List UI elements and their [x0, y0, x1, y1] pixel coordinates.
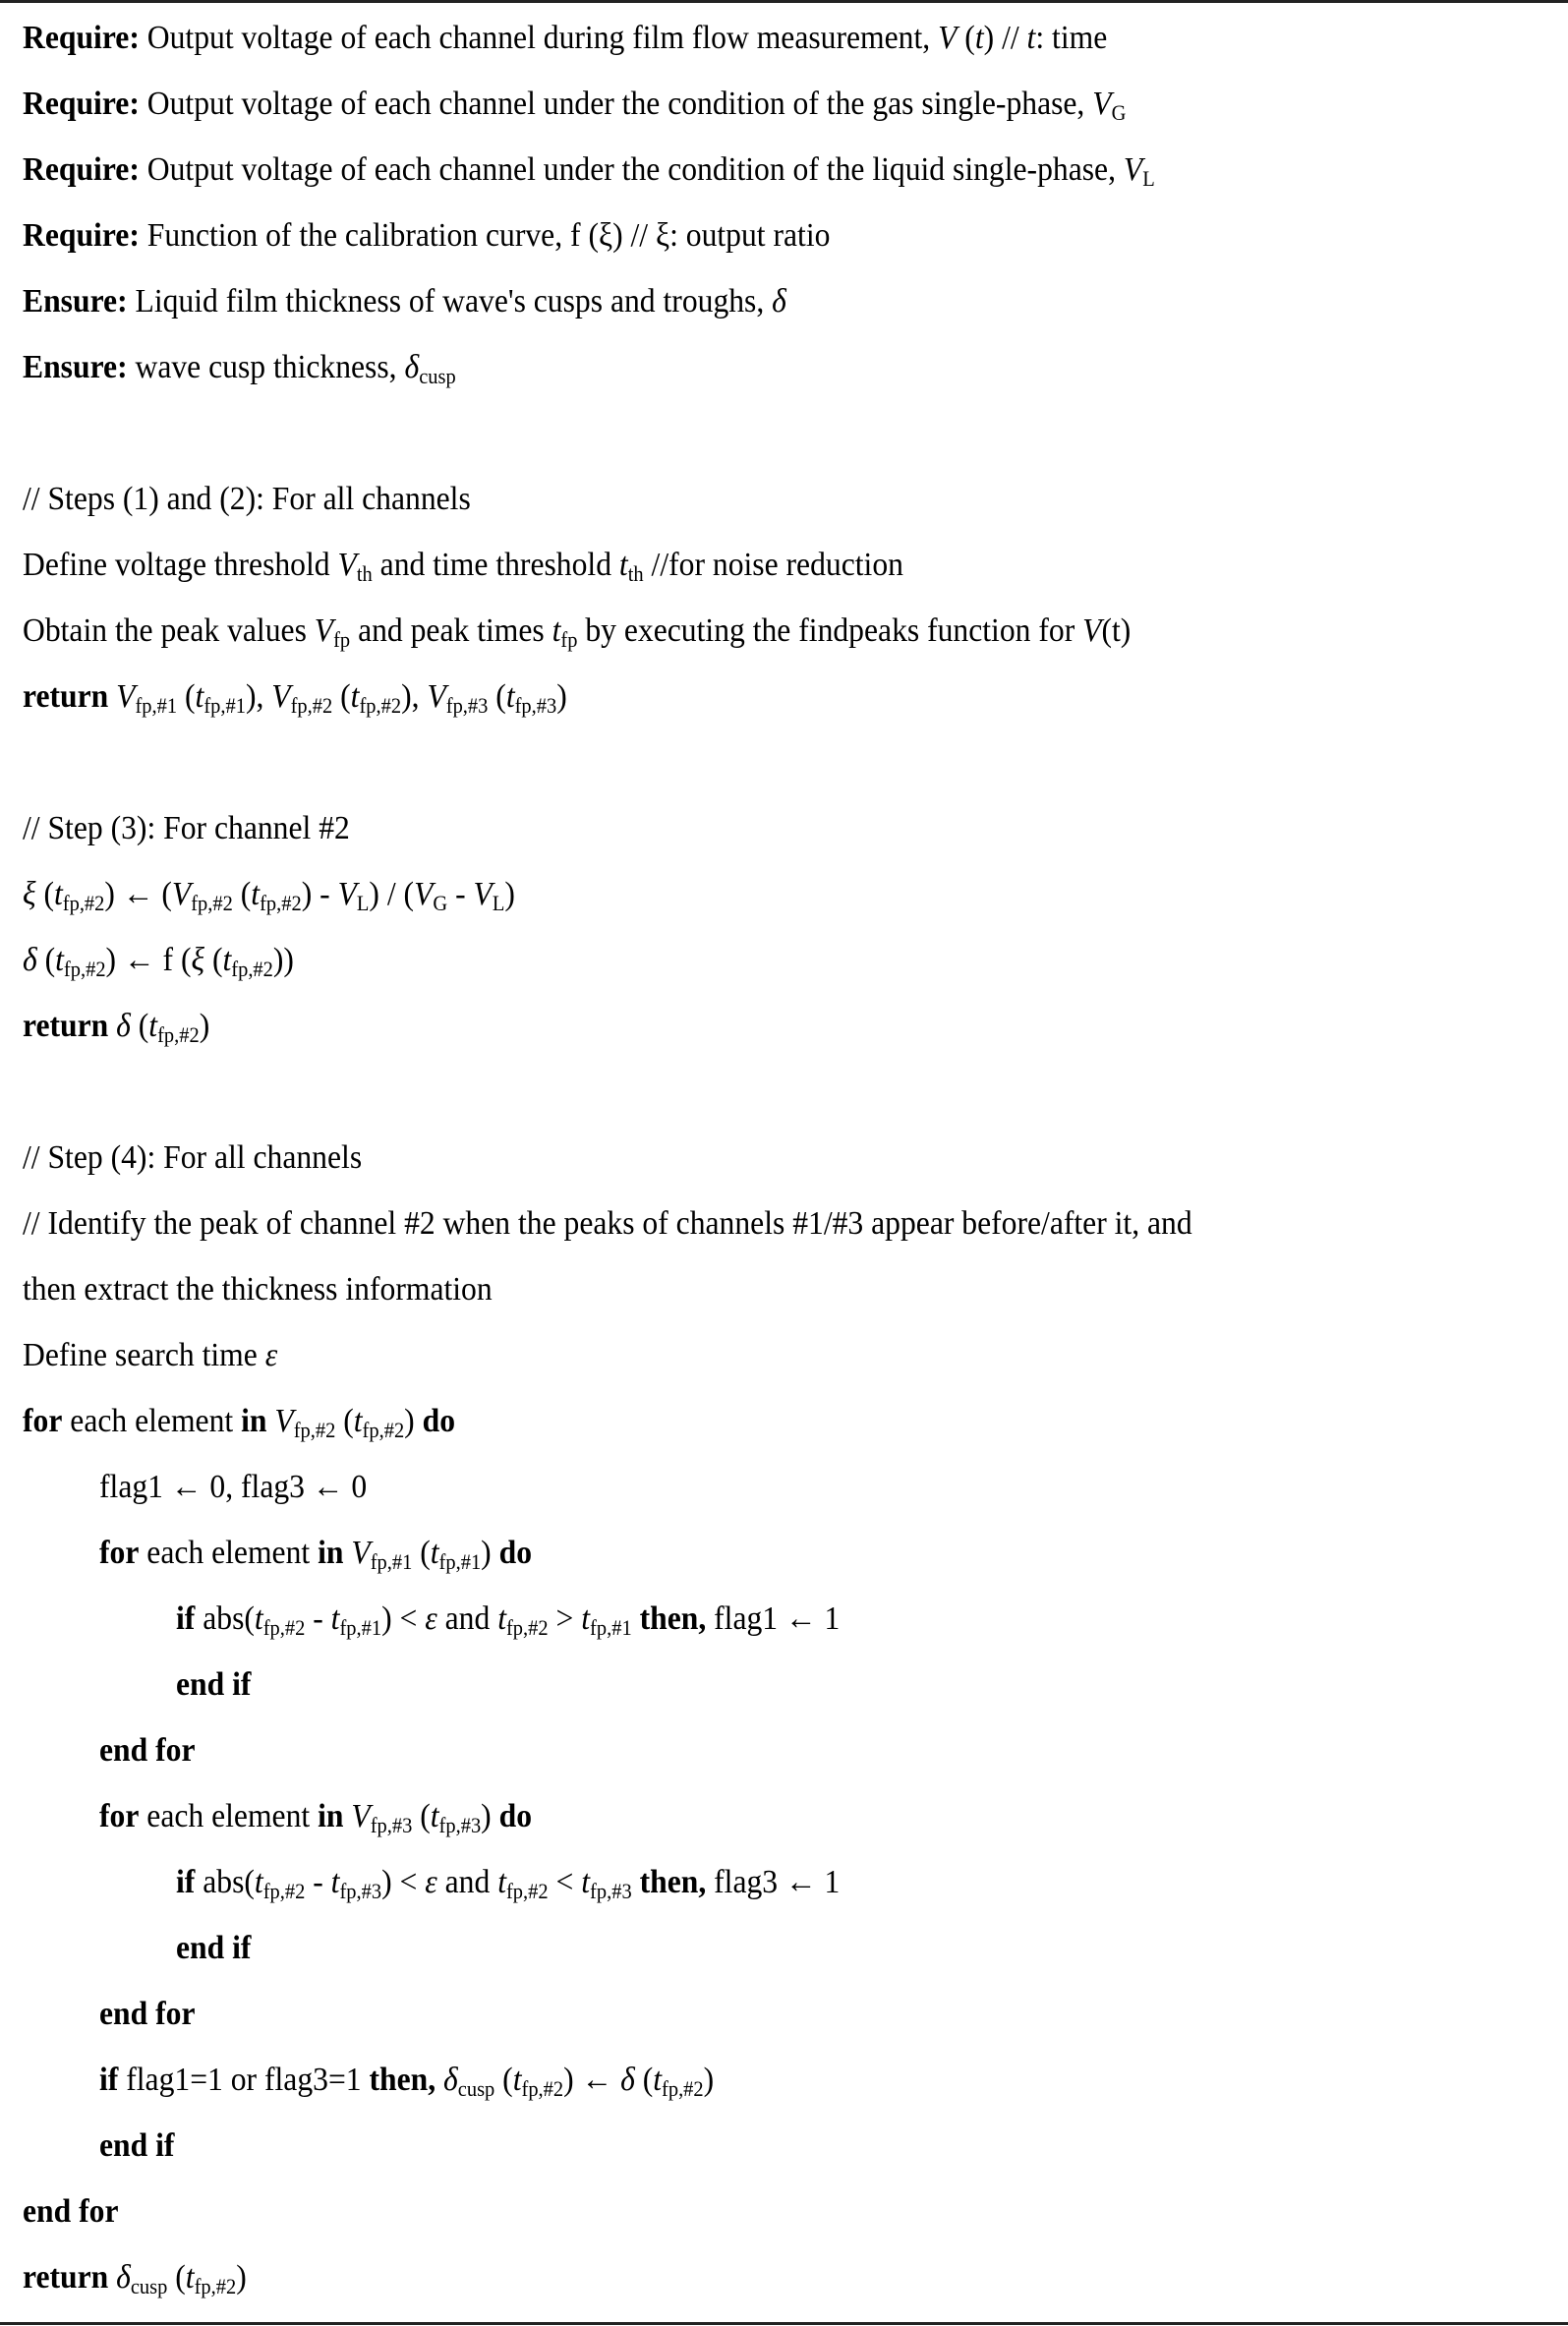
require-line-4 — [23, 208, 830, 263]
require-text: Output voltage of each channel during film flow measurement, — [146, 20, 931, 56]
math-v: V — [116, 678, 136, 715]
require-keyword: Require: — [23, 86, 140, 122]
subscript-th: th — [627, 561, 644, 586]
subscript: fp,#3 — [590, 1879, 632, 1903]
math-t: t — [222, 942, 232, 978]
text: //for noise reduction — [651, 547, 903, 583]
subscript: cusp — [457, 2076, 495, 2101]
math-t: t — [148, 1008, 158, 1044]
arrow-icon: ← — [122, 876, 154, 912]
text: and time threshold — [379, 547, 612, 583]
math-v: V — [1082, 612, 1102, 649]
subscript: fp,#2 — [505, 1615, 549, 1640]
math-v: V — [171, 876, 192, 912]
math-xi: ξ — [23, 876, 36, 912]
if-ch1-line: if $abs(t_{fp,\#2} - t_{fp,\#1}) < \varepsilon$ and $t_{fp,\#2} > t_{fp,\#1}$ then, flag1 ← 1 — [176, 1600, 841, 1640]
subscript-g: G — [1111, 100, 1127, 125]
require-keyword: Require: — [23, 20, 140, 56]
subscript: fp,#2 — [293, 1418, 336, 1442]
math-t: t — [1026, 20, 1036, 56]
subscript: L — [356, 891, 370, 915]
subscript: fp,#2 — [362, 1418, 405, 1442]
math-v: V — [1092, 86, 1112, 122]
then-keyword: then, — [639, 1864, 707, 1900]
math-v: V — [314, 612, 334, 649]
subscript: fp,#3 — [514, 693, 557, 718]
math-t: t — [653, 2062, 663, 2098]
math-t: t — [353, 1403, 363, 1439]
math-v: V — [274, 1403, 294, 1439]
math-t: t — [350, 678, 360, 715]
if-keyword: if — [176, 1864, 196, 1900]
math-t: t — [195, 678, 204, 715]
math-delta: δ — [116, 1008, 131, 1044]
math-t: t — [974, 20, 984, 56]
in-keyword: in — [318, 1535, 344, 1571]
require-line-1: Require: Output voltage of each channel during film flow measurement, V (t) // t: time — [23, 20, 1108, 56]
ensure-keyword: Ensure: — [23, 349, 128, 385]
end-for-line: end for — [23, 2193, 119, 2230]
identify-comment-2: then extract the thickness information — [23, 1271, 493, 1308]
text: each element — [146, 1798, 311, 1834]
subscript: fp,#2 — [62, 891, 105, 915]
subscript: fp,#1 — [590, 1615, 632, 1640]
end-if-line: end if — [176, 1930, 252, 1966]
text: by executing the findpeaks function for — [585, 612, 1075, 649]
if-keyword: if — [99, 2062, 119, 2098]
math-t: t — [185, 2259, 195, 2296]
return-keyword: return — [23, 2259, 109, 2296]
math-delta: δ — [404, 349, 420, 385]
subscript: fp,#3 — [370, 1813, 413, 1837]
math-v: V — [337, 876, 357, 912]
ensure-line-2 — [23, 340, 456, 395]
math-t: t — [618, 547, 628, 583]
require-keyword: Require: — [23, 151, 140, 188]
subscript: fp,#2 — [290, 693, 333, 718]
subscript: fp,#3 — [339, 1879, 382, 1903]
ensure-line-1 — [23, 274, 786, 329]
math-t: t — [430, 1798, 439, 1834]
ensure-text: wave cusp thickness, — [135, 349, 397, 385]
subscript: fp,#2 — [262, 1879, 306, 1903]
in-keyword: in — [318, 1798, 344, 1834]
text: flag3 ← 1 — [714, 1864, 841, 1900]
require-line-2 — [23, 77, 1126, 132]
subscript: fp,#2 — [231, 957, 273, 981]
do-keyword: do — [422, 1403, 456, 1439]
define-search-line — [23, 1328, 277, 1383]
if-flags-line: if flag1=1 or flag3=1 then, $\delta_{cusp}$ $(t_{fp,\#2})$ ← δ $(t_{fp,\#2})$ — [99, 2062, 715, 2101]
for-outer-line: for each element in $V_{fp,\#2}$ $(t_{fp,\#2})$ do — [23, 1403, 456, 1442]
text: each element — [70, 1403, 234, 1439]
require-text: Function of the calibration curve, f (ξ) // ξ: output ratio — [146, 217, 831, 254]
math-t: t — [251, 876, 261, 912]
end-for-line: end for — [99, 1732, 196, 1769]
math-v: V — [1123, 151, 1143, 188]
math-t: t — [497, 1600, 506, 1637]
arrow-icon: ← — [123, 942, 155, 978]
require-line-3 — [23, 143, 1155, 198]
end-if-line: end if — [176, 1666, 252, 1703]
return-keyword: return — [23, 678, 109, 715]
define-thresholds-line — [23, 538, 903, 593]
math-xi: ξ — [191, 942, 205, 978]
subscript-fp: fp — [560, 627, 578, 652]
math-t: t — [55, 942, 64, 978]
subscript: fp,#2 — [191, 891, 233, 915]
math-v: V — [351, 1535, 371, 1571]
return-delta-line: return δ $(t_{fp,\#2})$ — [23, 1008, 210, 1047]
subscript: fp,#1 — [135, 693, 178, 718]
math-t: t — [254, 1600, 263, 1637]
subscript: fp,#2 — [662, 2076, 704, 2101]
subscript: fp,#2 — [521, 2076, 564, 2101]
math-delta: δ — [443, 2062, 458, 2098]
text: Define voltage threshold — [23, 547, 330, 583]
subscript: fp,#2 — [63, 957, 106, 981]
xi-assign-line: ξ $(t_{fp,\#2})$ ← ($V_{fp,\#2}$ $(t_{fp,\#2}) - V_L) / (V_G - V_L)$ — [23, 876, 515, 915]
subscript: fp,#2 — [505, 1879, 549, 1903]
math-delta: δ — [116, 2259, 131, 2296]
math-delta: δ — [23, 942, 37, 978]
subscript: cusp — [130, 2274, 168, 2298]
subscript: fp,#3 — [445, 693, 489, 718]
arrow-icon: ← — [581, 2062, 613, 2098]
require-text: Output voltage of each channel under the condition of the liquid single-phase, — [146, 151, 1116, 188]
bottom-rule — [0, 2322, 1568, 2325]
steps12-comment: // Steps (1) and (2): For all channels — [23, 481, 471, 517]
subscript: fp,#3 — [438, 1813, 482, 1837]
subscript: fp,#1 — [339, 1615, 382, 1640]
in-keyword: in — [241, 1403, 267, 1439]
identify-comment-1: // Identify the peak of channel #2 when the peaks of channels #1/#3 appear before/after it, and — [23, 1205, 1192, 1242]
math-delta: δ — [620, 2062, 635, 2098]
for-ch1-line: for each element in $V_{fp,\#1}$ $(t_{fp,\#1})$ do — [99, 1535, 533, 1574]
return-keyword: return — [23, 1008, 109, 1044]
ensure-keyword: Ensure: — [23, 283, 128, 320]
math-t: t — [430, 1535, 439, 1571]
text: flag1 ← 1 — [714, 1600, 841, 1637]
do-keyword: do — [498, 1798, 533, 1834]
subscript: fp,#2 — [194, 2274, 237, 2298]
subscript: G — [433, 891, 448, 915]
math-delta: δ — [772, 283, 786, 320]
step4-comment: // Step (4): For all channels — [23, 1139, 363, 1176]
for-ch3-line: for each element in $V_{fp,\#3}$ $(t_{fp,\#3})$ do — [99, 1798, 533, 1837]
math-t: t — [254, 1864, 263, 1900]
subscript: fp,#1 — [203, 693, 246, 718]
math-t: t — [581, 1864, 591, 1900]
math-v: V — [351, 1798, 371, 1834]
require-text: Output voltage of each channel under the condition of the gas single-phase, — [146, 86, 1085, 122]
text: Define search time — [23, 1337, 258, 1373]
math-t: t — [505, 678, 515, 715]
subscript-th: th — [356, 561, 373, 586]
subscript-fp: fp — [333, 627, 351, 652]
math-f: f — [162, 942, 174, 978]
do-keyword: do — [498, 1535, 533, 1571]
subscript-l: L — [1142, 166, 1155, 191]
subscript: fp,#1 — [370, 1549, 413, 1574]
then-keyword: then, — [639, 1600, 707, 1637]
for-keyword: for — [99, 1535, 140, 1571]
step3-comment: // Step (3): For channel #2 — [23, 810, 350, 846]
text: flag1=1 or flag3=1 — [126, 2062, 362, 2098]
math-t: t — [581, 1600, 591, 1637]
for-keyword: for — [23, 1403, 63, 1439]
text: and peak times — [358, 612, 545, 649]
math-v: V — [938, 20, 958, 56]
return-cusp-line: return $\delta_{cusp}$ $(t_{fp,\#2})$ — [23, 2259, 247, 2298]
math-epsilon: ε — [425, 1864, 437, 1900]
subscript: fp,#2 — [262, 1615, 306, 1640]
math-v: V — [271, 678, 291, 715]
subscript: fp,#2 — [157, 1022, 200, 1047]
subscript-cusp: cusp — [419, 364, 456, 388]
math-t: t — [497, 1864, 506, 1900]
math-t: t — [552, 612, 561, 649]
math-t: t — [512, 2062, 522, 2098]
end-if-line: end if — [99, 2127, 175, 2164]
math-t: t — [330, 1600, 340, 1637]
flags-init-line: flag1 ← 0, flag3 ← 0 — [99, 1469, 368, 1505]
subscript: L — [492, 891, 505, 915]
math-v: V — [473, 876, 493, 912]
return-peaks-line: return $V_{fp,\#1}$ $(t_{fp,\#1})$, $V_{fp,\#2}$ $(t_{fp,\#2})$, $V_{fp,\#3}$ $(t_{fp,\#3})$ — [23, 678, 567, 718]
require-keyword: Require: — [23, 217, 140, 254]
then-keyword: then, — [369, 2062, 436, 2098]
math-v: V — [427, 678, 446, 715]
text: each element — [146, 1535, 311, 1571]
if-ch3-line: if $abs(t_{fp,\#2} - t_{fp,\#3}) < \varepsilon$ and $t_{fp,\#2} < t_{fp,\#3}$ then, flag3 ← 1 — [176, 1864, 841, 1903]
math-v: V — [337, 547, 357, 583]
text: Obtain the peak values — [23, 612, 307, 649]
subscript: fp,#1 — [438, 1549, 482, 1574]
math-t: t — [53, 876, 63, 912]
if-keyword: if — [176, 1600, 196, 1637]
math-v: V — [414, 876, 434, 912]
obtain-peaks-line: Obtain the peak values $V_{fp}$ and peak times $t_{fp}$ by executing the findpeaks function for V(t) — [23, 612, 1132, 652]
delta-assign-line: δ $(t_{fp,\#2})$ ← f (ξ $(t_{fp,\#2})$) — [23, 942, 294, 981]
math-t: t — [330, 1864, 340, 1900]
end-for-line: end for — [99, 1996, 196, 2032]
for-keyword: for — [99, 1798, 140, 1834]
subscript: fp,#2 — [359, 693, 402, 718]
ensure-text: Liquid film thickness of wave's cusps and troughs, — [135, 283, 765, 320]
math-epsilon: ε — [264, 1337, 278, 1373]
math-epsilon: ε — [425, 1600, 437, 1637]
subscript: fp,#2 — [260, 891, 302, 915]
top-rule — [0, 0, 1568, 3]
